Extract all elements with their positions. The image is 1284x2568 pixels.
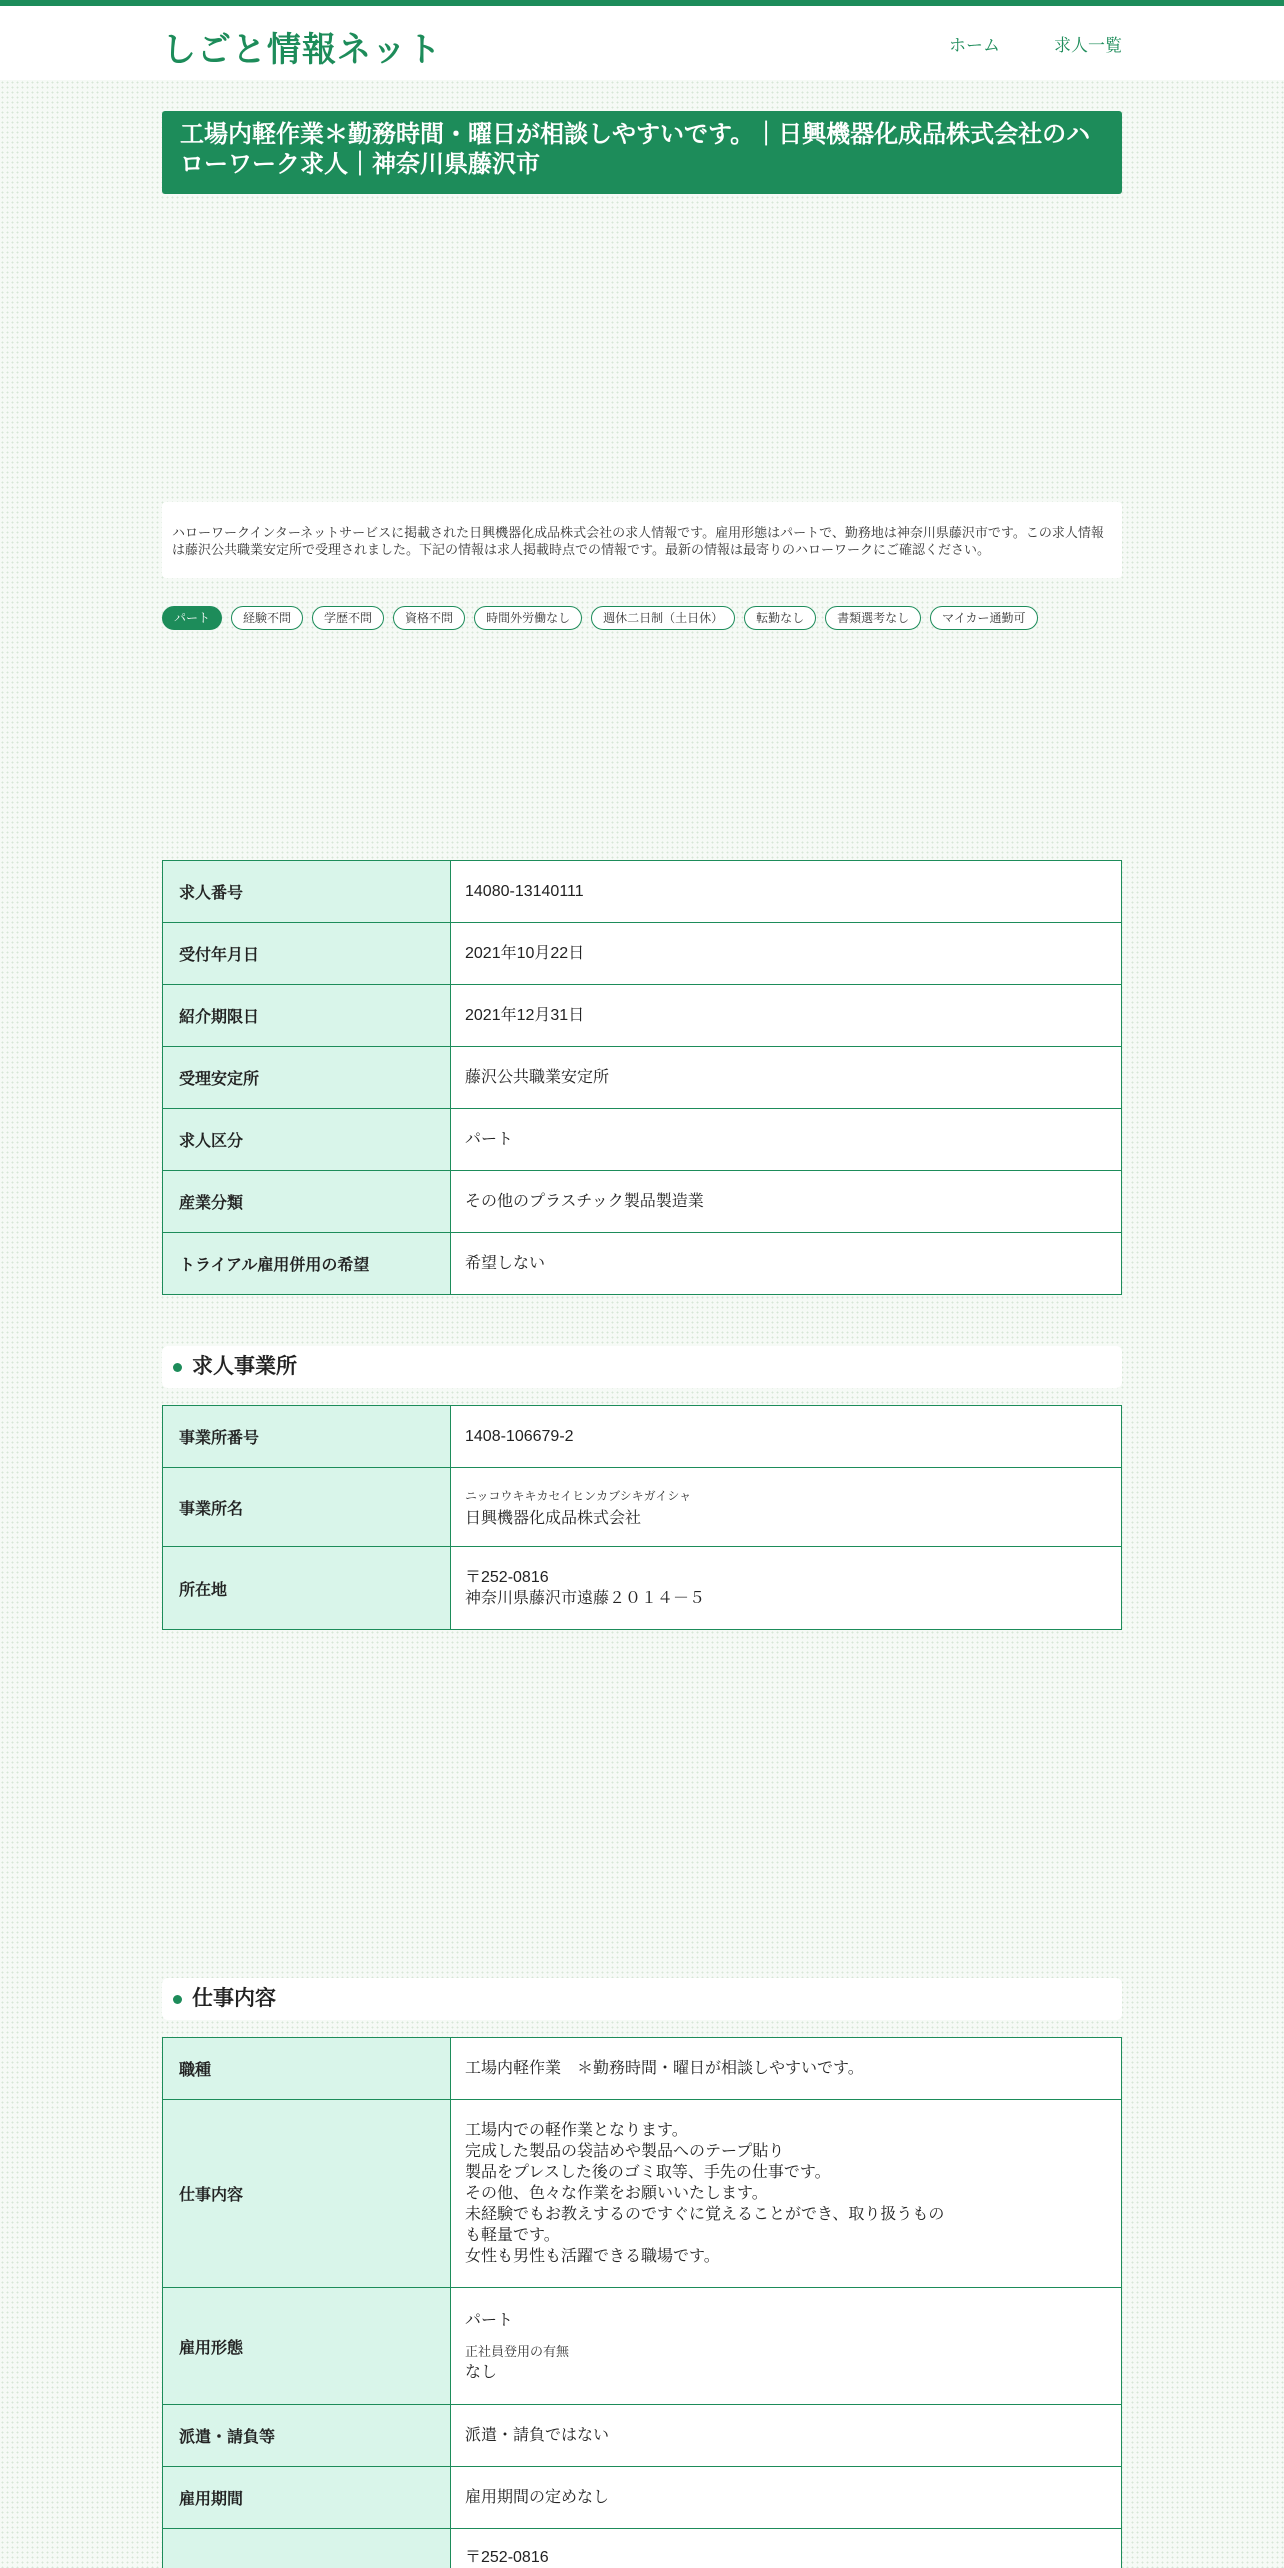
site-header (0, 6, 1284, 80)
table-row (163, 923, 1122, 985)
tag-no-transfer[interactable]: 転勤なし (744, 606, 816, 630)
office-number-label: 事業所番号 (163, 1406, 451, 1468)
job-content-line: 工場内での軽作業となります。 (465, 2122, 688, 2139)
row-label: 受理安定所 (163, 1047, 451, 1109)
section-heading-office: 求人事業所 (162, 1346, 1122, 1388)
row-value: パート (451, 1109, 1122, 1171)
job-content-label: 仕事内容 (163, 2100, 451, 2288)
intro-text: ハローワークインターネットサービスに掲載された日興機器化成品株式会社の求人情報です。雇用形態はパートで、勤務地は神奈川県藤沢市です。この求人情報は藤沢公共職業安定所で受理されました。下記の情報は求人掲載時点での情報です。最新の情報は最寄りのハローワークにご確認ください。 (162, 502, 1122, 578)
job-content-line: 製品をプレスした後のゴミ取等、手先の仕事です。 (465, 2164, 831, 2181)
row-label: 紹介期限日 (163, 985, 451, 1047)
table-row (163, 985, 1122, 1047)
table-row (163, 2467, 1122, 2529)
nav-job-list-link[interactable]: 求人一覧 (1054, 36, 1122, 55)
job-table-wrap (162, 2037, 1122, 2568)
tag-two-days-off[interactable]: 週休二日制（土日休） (591, 606, 735, 630)
tag-list (162, 606, 1122, 630)
tag-no-qualification[interactable]: 資格不問 (393, 606, 465, 630)
row-label: 求人番号 (163, 861, 451, 923)
section-heading-job: 仕事内容 (162, 1978, 1122, 2020)
row-value: その他のプラスチック製品製造業 (451, 1171, 1122, 1233)
workplace-label (163, 2529, 451, 2568)
employment-type-label: 雇用形態 (163, 2288, 451, 2405)
row-label: トライアル雇用併用の希望 (163, 1233, 451, 1295)
job-content-line: も軽量です。 (465, 2227, 560, 2244)
job-content-line: 女性も男性も活躍できる職場です。 (465, 2248, 720, 2265)
employment-type-cell (451, 2288, 1122, 2405)
job-content-line: 完成した製品の袋詰めや製品へのテープ貼り (465, 2143, 785, 2160)
summary-table-wrap (162, 860, 1122, 1295)
table-row (163, 861, 1122, 923)
employment-period-label: 雇用期間 (163, 2467, 451, 2529)
job-content-line: 未経験でもお教えするのですぐに覚えることができ、取り扱うもの (465, 2206, 945, 2223)
row-label: 受付年月日 (163, 923, 451, 985)
row-value: 2021年10月22日 (451, 923, 1122, 985)
tag-no-document-screening[interactable]: 書類選考なし (825, 606, 921, 630)
table-row (163, 2038, 1122, 2100)
job-type-label: 職種 (163, 2038, 451, 2100)
tag-no-experience[interactable]: 経験不問 (231, 606, 303, 630)
row-label: 求人区分 (163, 1109, 451, 1171)
office-address: 神奈川県藤沢市遠藤２０１４－５ (465, 1590, 706, 1607)
tag-no-overtime[interactable]: 時間外労働なし (474, 606, 582, 630)
row-value: 藤沢公共職業安定所 (451, 1047, 1122, 1109)
office-name-kana: ニッコウキキカセイヒンカブシキガイシャ (465, 1488, 692, 1503)
office-address-cell (451, 1547, 1122, 1630)
workplace-cell (451, 2529, 1122, 2568)
table-row (163, 1171, 1122, 1233)
row-value: 希望しない (451, 1233, 1122, 1295)
tag-car-commute[interactable]: マイカー通勤可 (930, 606, 1037, 630)
table-row (163, 1406, 1122, 1468)
office-postal-code: 〒252-0816 (465, 1569, 549, 1586)
tag-no-education[interactable]: 学歴不問 (312, 606, 384, 630)
job-content-cell (451, 2100, 1122, 2288)
office-table-wrap (162, 1405, 1122, 1630)
office-name-cell (451, 1468, 1122, 1547)
table-row (163, 2405, 1122, 2467)
office-table (162, 1405, 1122, 1630)
row-value: 2021年12月31日 (451, 985, 1122, 1047)
table-row (163, 1233, 1122, 1295)
table-row (163, 1468, 1122, 1547)
office-name-label: 事業所名 (163, 1468, 451, 1547)
workplace-postal-code: 〒252-0816 (465, 2549, 549, 2566)
dispatch-label: 派遣・請負等 (163, 2405, 451, 2467)
table-row (163, 1047, 1122, 1109)
tag-part-time[interactable]: パート (162, 606, 222, 630)
table-row (163, 1109, 1122, 1171)
regular-employment: なし (465, 2363, 498, 2381)
main-nav (949, 31, 1122, 56)
page-title: 工場内軽作業＊勤務時間・曜日が相談しやすいです。｜日興機器化成品株式会社のハローワーク求人｜神奈川県藤沢市 (162, 111, 1122, 194)
office-address-label: 所在地 (163, 1547, 451, 1630)
table-row (163, 2529, 1122, 2568)
row-value: 14080-13140111 (451, 861, 1122, 923)
table-row (163, 2100, 1122, 2288)
regular-employment-label: 正社員登用の有無 (465, 2343, 570, 2359)
summary-table (162, 860, 1122, 1295)
employment-period: 雇用期間の定めなし (451, 2467, 1122, 2529)
dispatch-value: 派遣・請負ではない (451, 2405, 1122, 2467)
job-type: 工場内軽作業 ＊勤務時間・曜日が相談しやすいです。 (451, 2038, 1122, 2100)
job-content-line: その他、色々な作業をお願いいたします。 (465, 2185, 768, 2202)
table-row (163, 2288, 1122, 2405)
employment-type: パート (465, 2311, 514, 2329)
row-label: 産業分類 (163, 1171, 451, 1233)
office-number: 1408-106679-2 (451, 1406, 1122, 1468)
table-row (163, 1547, 1122, 1630)
nav-home-link[interactable]: ホーム (949, 36, 1000, 55)
site-logo[interactable]: しごと情報ネット (162, 31, 442, 69)
office-name: 日興機器化成品株式会社 (465, 1509, 642, 1527)
job-table (162, 2037, 1122, 2568)
